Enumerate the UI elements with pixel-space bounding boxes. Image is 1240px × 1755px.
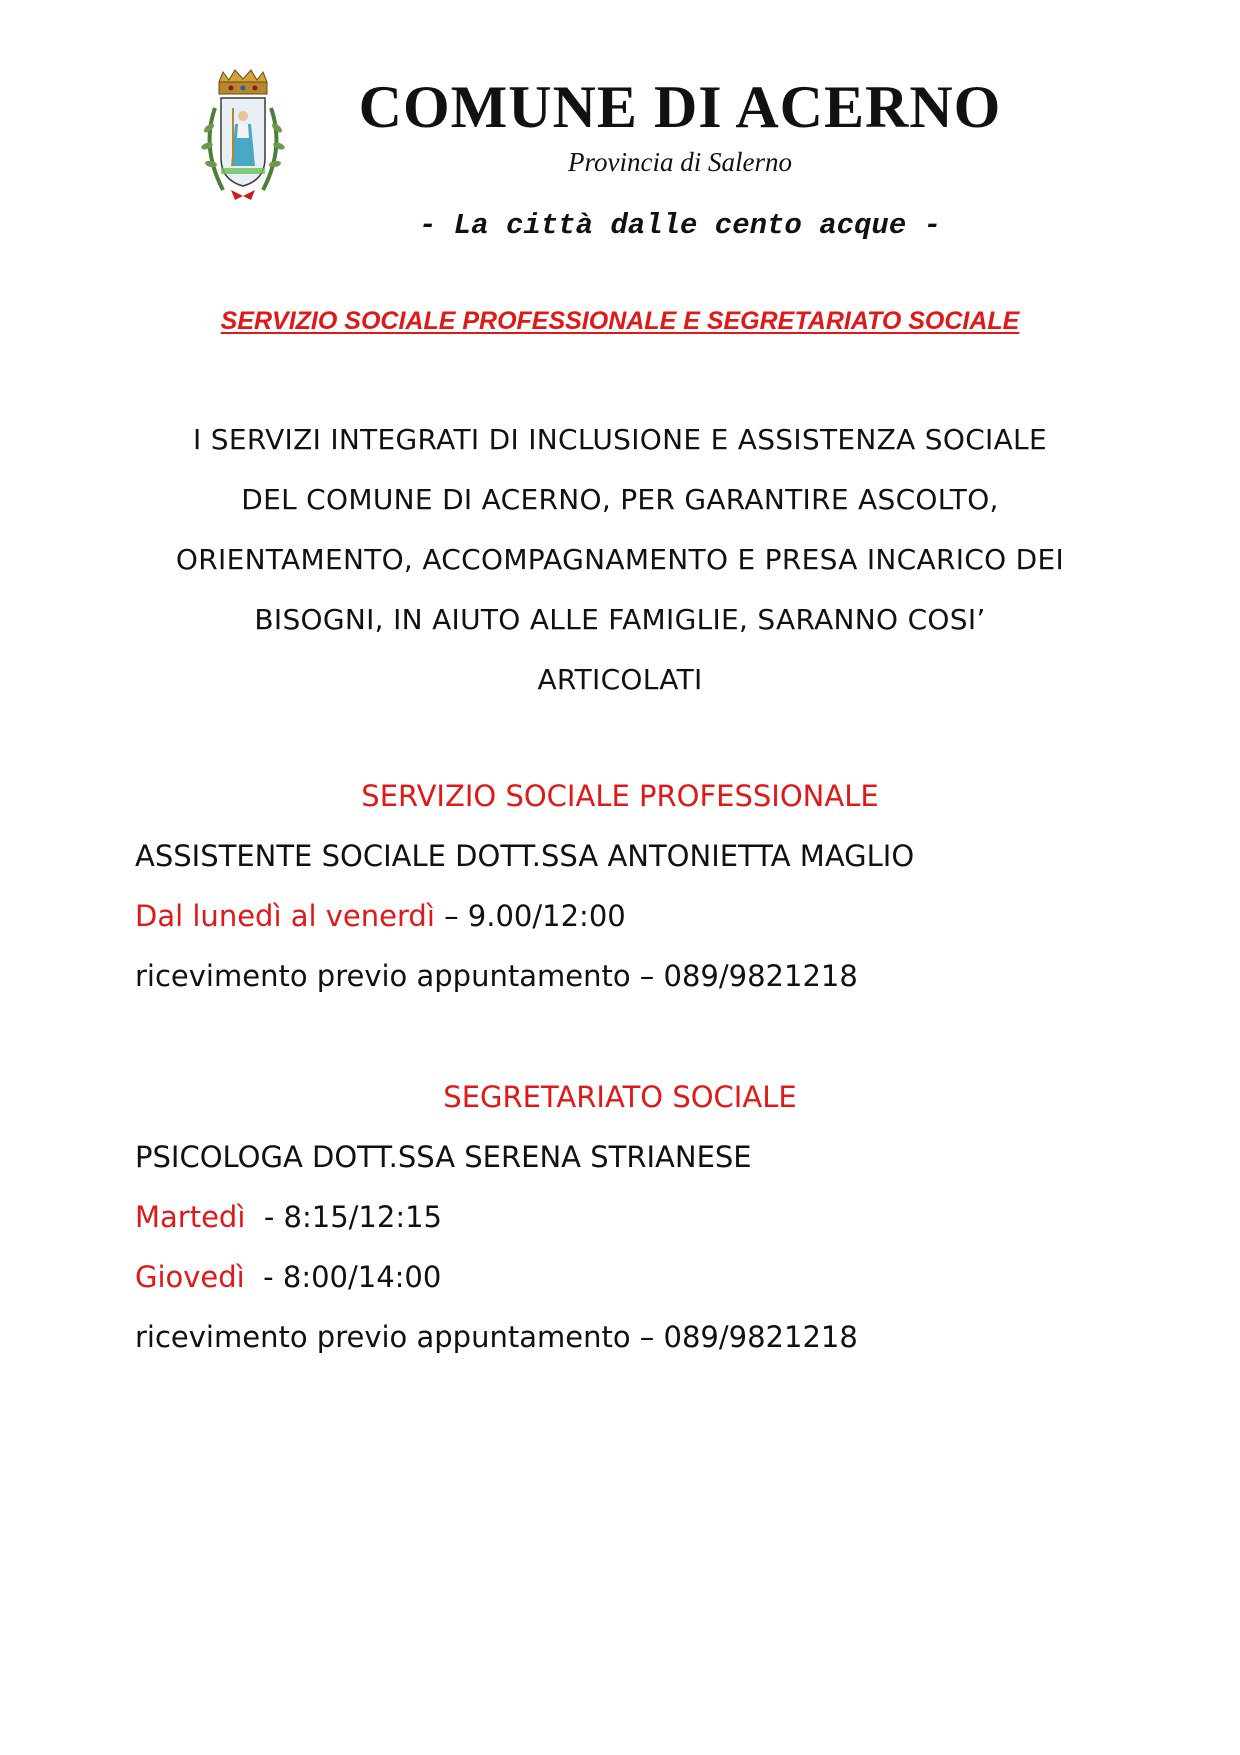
schedule-hours: - 8:15/12:15 xyxy=(245,1200,442,1234)
intro-line: ARTICOLATI xyxy=(537,663,703,696)
schedule-row xyxy=(135,1197,1135,1237)
section-title-servizio-sociale: SERVIZIO SOCIALE PROFESSIONALE xyxy=(361,779,879,813)
coat-of-arms-icon xyxy=(193,68,293,208)
schedule-days: Giovedì xyxy=(135,1260,245,1294)
section-title-segretariato: SEGRETARIATO SOCIALE xyxy=(443,1080,797,1114)
schedule-row xyxy=(135,896,1135,936)
social-worker-name: ASSISTENTE SOCIALE DOTT.SSA ANTONIETTA MAGLIO xyxy=(135,839,915,873)
intro-line: I SERVIZI INTEGRATI DI INCLUSIONE E ASSISTENZA SOCIALE xyxy=(193,423,1047,456)
intro-line: BISOGNI, IN AIUTO ALLE FAMIGLIE, SARANNO COSI’ xyxy=(254,603,986,636)
crown-icon xyxy=(219,70,267,94)
appointment-note: ricevimento previo appuntamento – 089/9821218 xyxy=(135,1320,858,1354)
city-motto: - La città dalle cento acque - xyxy=(418,209,942,242)
municipality-title: COMUNE DI ACERNO xyxy=(358,74,1002,140)
intro-paragraph xyxy=(110,410,1130,710)
services-banner-heading: SERVIZIO SOCIALE PROFESSIONALE E SEGRETARIATO SOCIALE xyxy=(220,307,1020,335)
province-subtitle: Provincia di Salerno xyxy=(568,147,792,177)
psychologist-name: PSICOLOGA DOTT.SSA SERENA STRIANESE xyxy=(135,1140,752,1174)
schedule-row xyxy=(135,1257,1135,1297)
intro-line: ORIENTAMENTO, ACCOMPAGNAMENTO E PRESA INCARICO DEI xyxy=(175,543,1065,576)
schedule-hours: – 9.00/12:00 xyxy=(434,899,626,933)
schedule-days: Dal lunedì al venerdì xyxy=(135,899,435,933)
intro-line: DEL COMUNE DI ACERNO, PER GARANTIRE ASCOLTO, xyxy=(241,483,999,516)
appointment-note: ricevimento previo appuntamento – 089/9821218 xyxy=(135,959,858,993)
schedule-days: Martedì xyxy=(135,1200,246,1234)
schedule-hours: - 8:00/14:00 xyxy=(244,1260,442,1294)
